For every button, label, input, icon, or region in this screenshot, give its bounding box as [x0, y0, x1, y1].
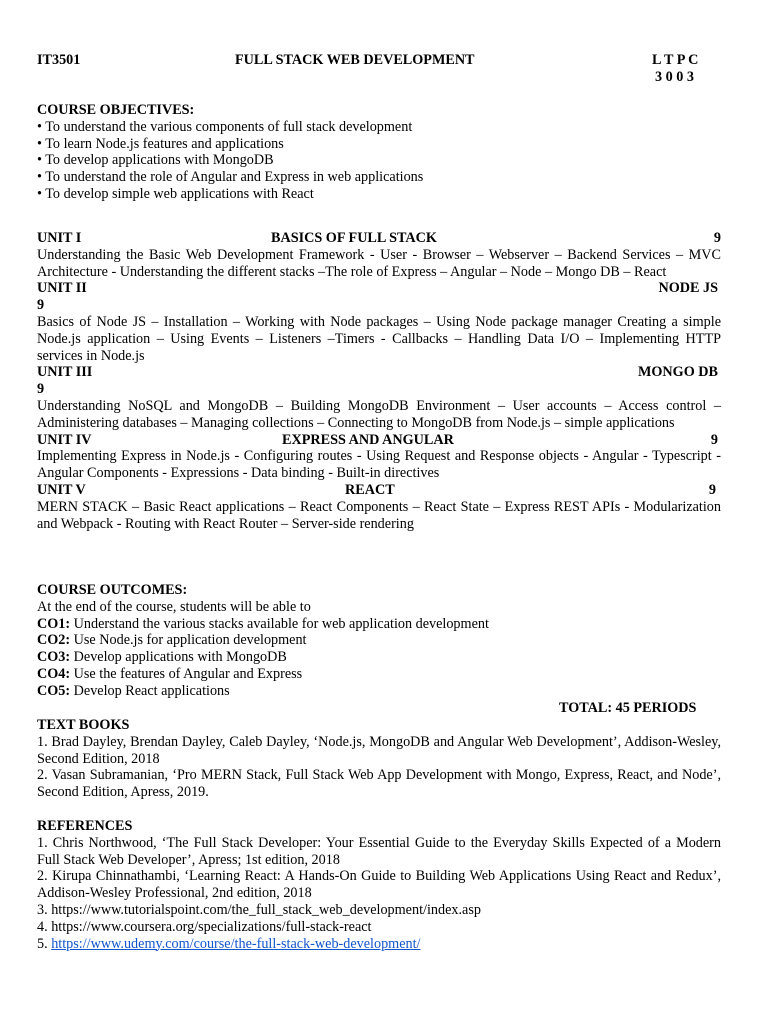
objective-item: • To understand the various components of full stack development — [37, 118, 413, 135]
unit-hours: 9 — [708, 481, 716, 498]
unit-content: Understanding the Basic Web Development Framework - User - Browser – Webserver – Backend Services – MVC Architecture - Understanding the different stacks –The role of Express – Angular – Node – Mongo DB – React — [37, 246, 721, 280]
unit-header — [37, 280, 721, 297]
reference-item: 1. Chris Northwood, ‘The Full Stack Developer: Your Essential Guide to the Everyday Skills Expected of a Modern Full Stack Web Developer’, Apress; 1st edition, 2018 — [37, 834, 721, 868]
unit-header — [37, 482, 721, 499]
unit-content: MERN STACK – Basic React applications – React Components – React State – Express REST APIs - Modularization and Webpack - Routing with React Router – Server-side rendering — [37, 498, 721, 532]
course-outcomes — [37, 582, 721, 700]
outcomes-intro: At the end of the course, students will be able to — [37, 598, 311, 615]
unit-title: EXPRESS AND ANGULAR — [282, 431, 454, 448]
outcome-item — [37, 666, 721, 683]
unit-title: BASICS OF FULL STACK — [271, 230, 437, 246]
unit-header — [37, 364, 721, 381]
outcome-code: CO5: — [37, 682, 71, 699]
outcome-code: CO1: — [37, 615, 71, 632]
unit-title: NODE JS — [658, 280, 718, 297]
unit-hours: 9 — [710, 431, 718, 448]
outcome-code: CO2: — [37, 632, 71, 649]
outcome-text: Develop applications with MongoDB — [70, 649, 287, 666]
unit-label: UNIT IV — [37, 431, 92, 448]
outcome-item — [37, 616, 721, 633]
unit-title: MONGO DB — [638, 364, 718, 381]
outcome-text: Understand the various stacks available for web application development — [70, 615, 489, 632]
outcome-item — [37, 649, 721, 666]
unit-hours: 9 — [713, 230, 721, 246]
outcome-code: CO4: — [37, 665, 71, 682]
reference-item — [37, 936, 721, 953]
unit-hours: 9 — [37, 381, 45, 398]
unit-content: Understanding NoSQL and MongoDB – Building MongoDB Environment – User accounts – Access control – Administering databases – Managing collections – Connecting to MongoDB from Node.js – simple applications — [37, 397, 721, 431]
unit-hours-row — [37, 297, 721, 314]
unit-label: UNIT V — [37, 481, 86, 498]
outcome-item — [37, 683, 721, 700]
ltpc-label: L T P C — [652, 52, 699, 68]
reference-item: 2. Kirupa Chinnathambi, ‘Learning React: A Hands-On Guide to Building Web Applications Using React and Redux’, Addison-Wesley Professional, 2nd edition, 2018 — [37, 868, 721, 902]
textbook-item: 2. Vasan Subramanian, ‘Pro MERN Stack, Full Stack Web App Development with Mongo, Express, React, and Node’, Second Edition, Apress, 2019. — [37, 767, 721, 801]
reference-item: 4. https://www.coursera.org/specializations/full-stack-react — [37, 918, 372, 935]
unit-label: UNIT III — [37, 364, 93, 381]
unit-content: Basics of Node JS – Installation – Working with Node packages – Using Node package manager Creating a simple Node.js application – Using Events – Listeners –Timers - Callbacks – Handling Data I/O – Implementing HTTP services in Node.js — [37, 313, 721, 364]
objectives-heading: COURSE OBJECTIVES: — [37, 102, 195, 118]
objective-item: • To develop simple web applications with React — [37, 185, 314, 202]
udemy-course-link[interactable]: https://www.udemy.com/course/the-full-stack-web-development/ — [51, 935, 421, 952]
course-code: IT3501 — [37, 52, 81, 68]
total-periods: TOTAL: 45 PERIODS — [559, 700, 697, 716]
reference-number: 5. — [37, 935, 52, 952]
references-heading: REFERENCES — [37, 818, 133, 834]
outcome-text: Develop React applications — [70, 682, 230, 699]
unit-label: UNIT II — [37, 280, 87, 297]
unit-content: Implementing Express in Node.js - Configuring routes - Using Request and Response objects - Angular - Typescript - Angular Components - Expressions - Data binding - Built-in directives — [37, 448, 721, 482]
unit-header — [37, 230, 721, 247]
references — [37, 818, 721, 952]
unit-title: REACT — [345, 481, 395, 498]
outcome-text: Use the features of Angular and Express — [70, 665, 303, 682]
course-title: FULL STACK WEB DEVELOPMENT — [235, 52, 475, 68]
outcome-text: Use Node.js for application development — [70, 632, 307, 649]
reference-item: 3. https://www.tutorialspoint.com/the_full_stack_web_development/index.asp — [37, 901, 481, 918]
textbook-item: 1. Brad Dayley, Brendan Dayley, Caleb Dayley, ‘Node.js, MongoDB and Angular Web Development’, Addison-Wesley, Second Edition, 2018 — [37, 733, 721, 767]
text-books — [37, 717, 721, 801]
outcome-item — [37, 632, 721, 649]
unit-hours-row — [37, 381, 721, 398]
objective-item: • To understand the role of Angular and Express in web applications — [37, 169, 424, 186]
outcomes-heading: COURSE OUTCOMES: — [37, 582, 188, 598]
objective-item: • To learn Node.js features and applications — [37, 135, 284, 152]
units-section — [37, 230, 721, 532]
ltpc-values: 3 0 0 3 — [655, 69, 695, 85]
textbooks-heading: TEXT BOOKS — [37, 717, 130, 733]
unit-label: UNIT I — [37, 230, 82, 246]
objective-item: • To develop applications with MongoDB — [37, 152, 274, 169]
outcome-code: CO3: — [37, 649, 71, 666]
unit-hours: 9 — [37, 297, 45, 314]
unit-header — [37, 432, 721, 449]
course-objectives — [37, 102, 721, 203]
